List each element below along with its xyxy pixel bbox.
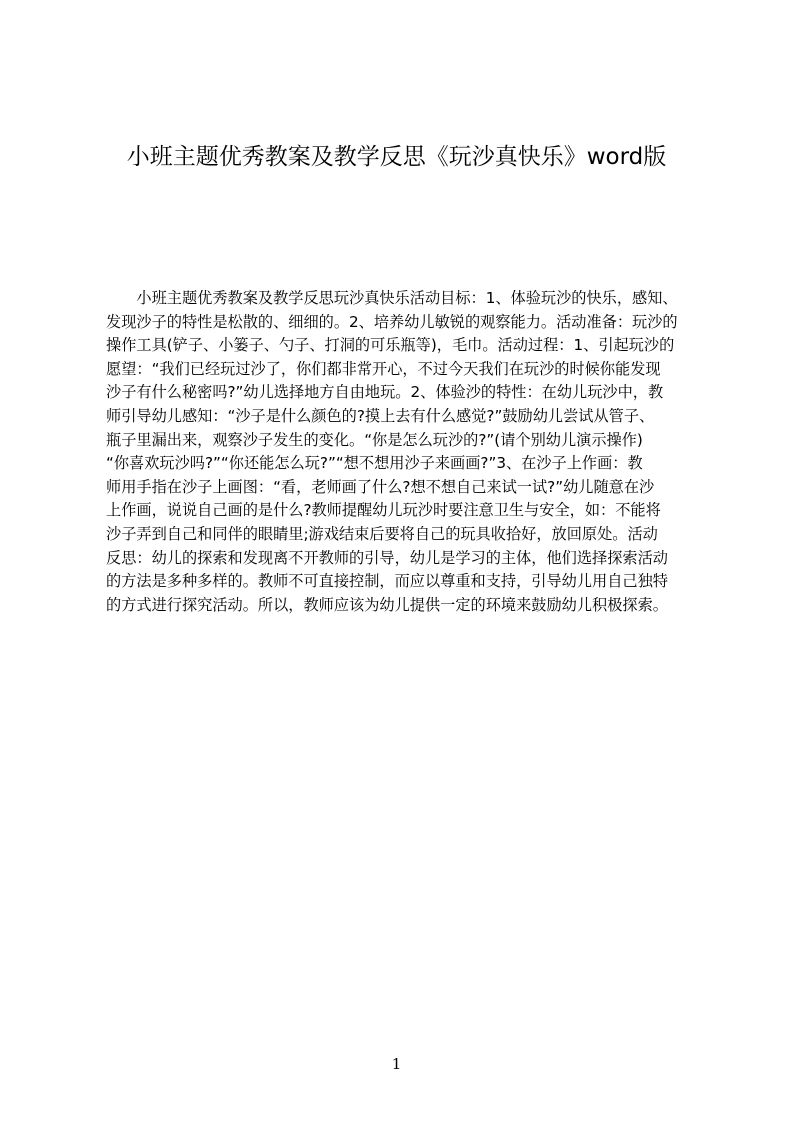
document-body [106,287,698,617]
body-line: 的方式进行探究活动。所以，教师应该为幼儿提供一定的环境来鼓励幼儿积极探索。 [106,595,668,614]
body-line: “你喜欢玩沙吗?”“你还能怎么玩?”“想不想用沙子来画画?”3、在沙子上作画：教 [106,454,643,473]
body-line: 沙子弄到自己和同伴的眼睛里;游戏结束后要将自己的玩具收拾好，放回原处。活动 [106,524,658,543]
body-line: 沙子有什么秘密吗?”幼儿选择地方自由地玩。2、体验沙的特性：在幼儿玩沙中，教 [106,383,664,402]
body-line: 反思：幼儿的探索和发现离不开教师的引导，幼儿是学习的主体，他们选择探索活动 [106,548,668,567]
body-line: 上作画，说说自己画的是什么?教师提醒幼儿玩沙时要注意卫生与安全，如：不能将 [106,501,661,520]
body-line: 愿望：“我们已经玩过沙了，你们都非常开心，不过今天我们在玩沙的时候你能发现 [106,359,661,378]
body-line: 发现沙子的特性是松散的、细细的。2、培养幼儿敏锐的观察能力。活动准备：玩沙的 [106,312,678,331]
body-line: 师用手指在沙子上画图：“看，老师画了什么?想不想自己来试一试?”幼儿随意在沙 [106,477,655,496]
page-number: 1 [391,1055,402,1073]
body-line: 小班主题优秀教案及教学反思玩沙真快乐活动目标：1、体验玩沙的快乐，感知、 [106,289,678,307]
document-title: 小班主题优秀教案及教学反思《玩沙真快乐》word版 [126,144,667,170]
body-line: 师引导幼儿感知：“沙子是什么颜色的?摸上去有什么感觉?”鼓励幼儿尝试从管子、 [106,406,655,425]
body-line: 瓶子里漏出来，观察沙子发生的变化。“你是怎么玩沙的?”(请个别幼儿演示操作) [106,430,643,449]
body-line: 的方法是多种多样的。教师不可直接控制，而应以尊重和支持，引导幼儿用自己独特 [106,572,668,591]
body-line: 操作工具(铲子、小篓子、勺子、打洞的可乐瓶等)，毛巾。活动过程：1、引起玩沙的 [106,336,675,355]
